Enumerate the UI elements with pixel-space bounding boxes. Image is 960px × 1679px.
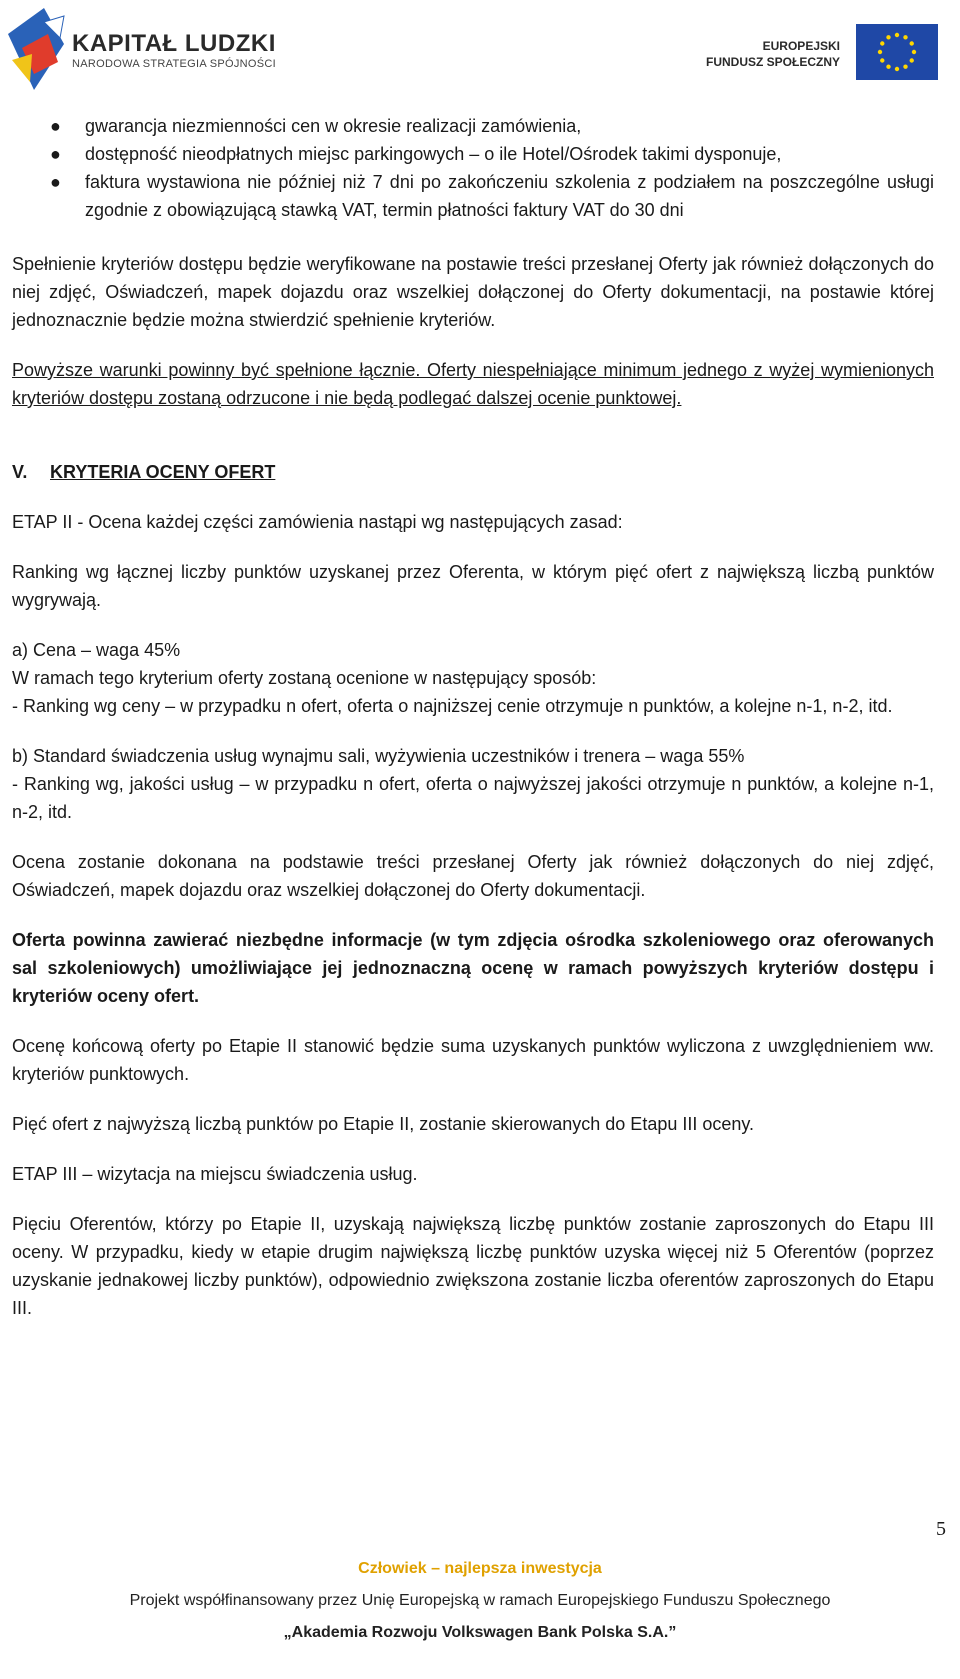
ranking-paragraph: Ranking wg łącznej liczby punktów uzyskanej przez Oferenta, w którym pięć ofert z największą liczbą punktów wygrywają.	[12, 562, 934, 610]
eu-star-icon	[895, 67, 899, 71]
eu-star-icon	[878, 50, 882, 54]
eu-star-icon	[910, 41, 914, 45]
invitation-paragraph: Pięciu Oferentów, którzy po Etapie II, uzyskają największą liczbę punktów zostanie zaproszonych do Etapu III oceny. W przypadku, kiedy w etapie drugim największą liczbę punktów uzyska więcej niż 5 Oferentów (poprzez uzyskanie jednakowej liczby punktów), odpowiednio zwiększona zostanie liczba oferentów zaproszonych do Etapu III.	[12, 1214, 934, 1318]
efs-logo-text	[706, 38, 840, 70]
criterion-a-line2: - Ranking wg ceny – w przypadku n ofert, oferta o najniższej cenie otrzymuje n punktów, a kolejne n-1, n-2, itd.	[12, 696, 893, 716]
footer-cofinance: Projekt współfinansowany przez Unię Europejską w ramach Europejskiego Funduszu Społecznego	[129, 1592, 831, 1609]
verification-paragraph: Spełnienie kryteriów dostępu będzie weryfikowane na postawie treści przesłanej Oferty jak również dołączonych do niej zdjęć, Oświadczeń, mapek dojazdu oraz wszelkiej dołączonej do Oferty dokumentacji, na postawie której jednoznacznie będzie można stwierdzić spełnienie kryteriów.	[12, 254, 934, 330]
page-number: 5	[936, 1518, 946, 1540]
eu-star-icon	[910, 58, 914, 62]
section-heading	[12, 458, 934, 486]
section-number: V.	[12, 462, 28, 482]
etap2-intro: ETAP II - Ocena każdej części zamówienia nastąpi wg następujących zasad:	[12, 512, 623, 532]
efs-line2: FUNDUSZ SPOŁECZNY	[705, 55, 840, 69]
document-body	[12, 112, 934, 1322]
bold-requirement-paragraph: Oferta powinna zawierać niezbędne informacje (w tym zdjęcia ośrodka szkoleniowego oraz oferowanych sal szkoleniowych) umożliwiające jej jednoznaczną ocenę w ramach powyższych kryteriów dostępu i kryteriów oceny ofert.	[12, 930, 934, 1006]
footer-slogan: Człowiek – najlepsza inwestycja	[358, 1560, 602, 1577]
page-footer	[0, 1560, 960, 1642]
eu-star-icon	[886, 65, 890, 69]
bullet-item: ● dostępność nieodpłatnych miejsc parkingowych – o ile Hotel/Ośrodek takimi dysponuje,	[12, 140, 934, 168]
section-title: KRYTERIA OCENY OFERT	[50, 462, 276, 482]
conditions-paragraph: Powyższe warunki powinny być spełnione łącznie. Oferty niespełniające minimum jednego z wyżej wymienionych kryteriów dostępu zostaną odrzucone i nie będą podlegać dalszej ocenie punktowej.	[12, 360, 934, 408]
eu-star-icon	[903, 65, 907, 69]
bullet-item: ● faktura wystawiona nie później niż 7 dni po zakończeniu szkolenia z podziałem na poszczególne usługi zgodnie z obowiązującą stawką VAT, termin płatności faktury VAT do 30 dni	[12, 168, 934, 224]
bullet-icon: ●	[50, 172, 61, 192]
page-header	[0, 0, 960, 100]
bullet-icon: ●	[50, 116, 61, 136]
eu-star-icon	[903, 35, 907, 39]
bullet-item: ● gwarancja niezmienności cen w okresie realizacji zamówienia,	[12, 112, 934, 140]
footer-organization: „Akademia Rozwoju Volkswagen Bank Polska S.A.”	[283, 1624, 677, 1641]
kapital-ludzki-title: KAPITAŁ LUDZKI	[72, 30, 276, 57]
top-five-paragraph: Pięć ofert z najwyższą liczbą punktów po Etapie II, zostanie skierowanych do Etapu III oceny.	[12, 1114, 755, 1134]
eu-flag-icon	[856, 24, 938, 80]
bullet-icon: ●	[50, 144, 61, 164]
eu-star-icon	[912, 50, 916, 54]
criterion-b-line1: - Ranking wg, jakości usług – w przypadku n ofert, oferta o najwyższej jakości otrzymuje n punktów, a kolejne n-1, n-2, itd.	[12, 774, 934, 822]
assessment-paragraph: Ocena zostanie dokonana na podstawie treści przesłanej Oferty jak również dołączonych do niej zdjęć, Oświadczeń, mapek dojazdu oraz wszelkiej dołączonej do Oferty dokumentacji.	[12, 852, 934, 900]
eu-star-icon	[895, 33, 899, 37]
criterion-b-heading: b) Standard świadczenia usług wynajmu sali, wyżywienia uczestników i trenera – waga 55%	[12, 746, 745, 766]
final-score-paragraph: Ocenę końcową oferty po Etapie II stanowić będzie suma uzyskanych punktów wyliczona z uwzględnieniem ww. kryteriów punktowych.	[12, 1036, 934, 1084]
efs-line1: EUROPEJSKI	[762, 39, 840, 53]
etap3-heading: ETAP III – wizytacja na miejscu świadczenia usług.	[12, 1164, 418, 1184]
eu-star-icon	[880, 58, 884, 62]
kapital-ludzki-subtitle: NARODOWA STRATEGIA SPÓJNOŚCI	[72, 58, 276, 70]
conditions-bullet-list	[12, 112, 934, 224]
criterion-a-heading: a) Cena – waga 45%	[12, 640, 181, 660]
criterion-a-line1: W ramach tego kryterium oferty zostaną ocenione w następujący sposób:	[12, 668, 597, 688]
eu-star-icon	[880, 41, 884, 45]
eu-star-icon	[886, 35, 890, 39]
